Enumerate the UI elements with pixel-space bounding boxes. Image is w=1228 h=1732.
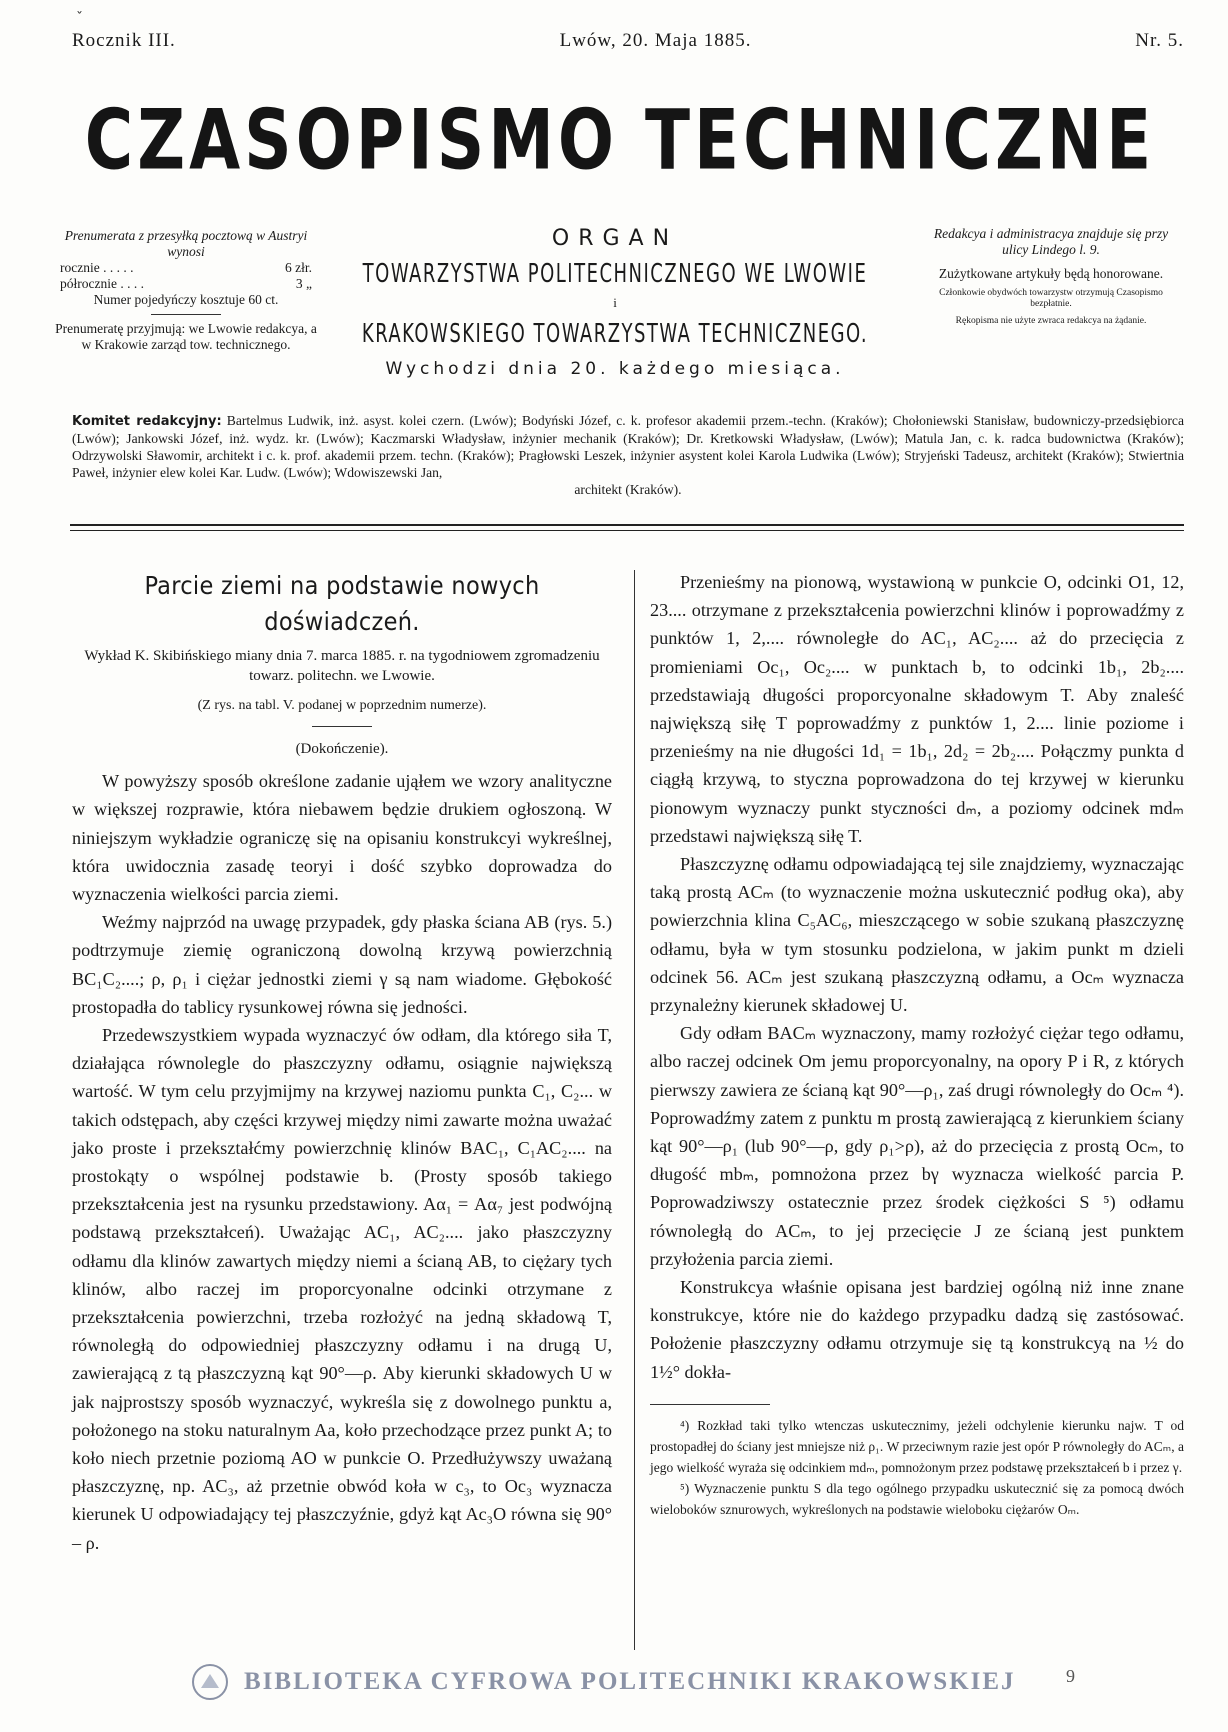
footnote: ⁴) Rozkład taki tylko wtenczas uskutecznimy, jeżeli odchylenie kierunku najw. T od prostopadłej do ściany jest mniejsze niż ρ₁. W przeciwnym razie jest opór P równoległy do ACₘ, a jego wielkość wyraża się odcinkiem mdₘ, pomnożonym przez podstawę przekształceń b i przez γ.: [650, 1417, 1184, 1475]
date-place: Lwów, 20. Maja 1885.: [559, 30, 752, 51]
paragraph: Weźmy najprzód na uwagę przypadek, gdy płaska ściana AB (rys. 5.) podtrzymuje ziemię ograniczoną dowolną krzywą powierzchnią BC₁C₂....; ρ, ρ₁ i ciężar jednostki ziemi γ są nam wiadome. Głębokość prostopadła do tablicy rysunkowej równa się jedności.: [72, 912, 612, 1017]
organ-label: ORGAN: [551, 226, 679, 251]
committee-heading: Komitet redakcyjny:: [72, 414, 222, 429]
paragraph: Konstrukcya właśnie opisana jest bardziej ogólną niż inne znane konstrukcye, które nie do każdego przypadku dadzą się zastósować. Położenie płaszczyzny odłamu otrzymuje się tą konstrukcyą na ½ do 1½° dokła-: [650, 1277, 1184, 1382]
organ-box: [330, 226, 900, 379]
subscription-accept: Prenumeratę przyjmują: we Lwowie redakcya, a w Krakowie zarząd tow. technicznego.: [55, 321, 317, 352]
price-label: rocznie . . . . .: [60, 260, 134, 275]
figure-note: (Z rys. na tabl. V. podanej w poprzednim numerze).: [197, 698, 487, 713]
masthead-title: CZASOPISMO TECHNICZNE: [84, 92, 1156, 189]
page-number: 9: [1066, 1666, 1075, 1686]
society-krakow: KRAKOWSKIEGO TOWARZYSTWA TECHNICZNEGO.: [361, 317, 869, 349]
honorarium-note: Zużytkowane artykuły będą honorowane.: [938, 266, 1164, 281]
continuation-label: (Dokończenie).: [295, 741, 389, 757]
single-price: Numer pojedyńczy kosztuje 60 ct.: [93, 292, 279, 307]
library-logo-icon: [190, 1662, 230, 1702]
paragraph: Płaszczyznę odłamu odpowiadającą tej sile znajdziemy, wyznaczając taką prostą ACₘ (to wyznaczenie można uskutecznić podług oka), aby powierzchnia klina C₅AC₆, mieszczącego w sobie szukaną płaszczyznę odłamu, była w tym stosunku podzielona, w jakim punkt m dzieli odcinek 56. ACₘ jest szukaną płaszczyzną odłamu, a Ocₘ wyznacza przynależny kierunek składowej U.: [650, 854, 1184, 1016]
subscription-intro: Prenumerata z przesyłką pocztową w Austryi wynosi: [64, 228, 308, 259]
article-subtitle: Wykład K. Skibińskiego miany dnia 7. marca 1885. r. na tygodniowem zgromadzeniu towarz. politechn. we Lwowie.: [84, 648, 600, 684]
committee-body: Bartelmus Ludwik, inż. asyst. kolei czern. (Lwów); Bodyński Józef, c. k. profesor akademii przem.-techn. (Kraków); Chołoniewski Stanisław, budowniczy-przedsiębiorca (Lwów); Jankowski Józef, inż. wydz. kr. (Lwów); Kaczmarski Władysław, inżynier mechanik (Kraków); Dr. Kretkowski Władysław, (Lwów); Matula Jan, c. k. radca budownictwa (Kraków); Odrzywolski Sławomir, architekt i c. k. prof. akademii przem. techn. (Kraków); Pragłowski Leszek, inżynier asystent kolei Karola Ludwika (Lwów); Stryjeński Tadeusz, architekt (Kraków); Stwiertnia Paweł, inżynier elew kolei Kar. Ludw. (Lwów); Wdowiszewski Jan,: [72, 413, 1184, 480]
footnote-divider: [650, 1404, 770, 1405]
price-value: 3 „: [295, 276, 312, 291]
manuscripts-note: Rękopisma nie użyte zwraca redakcya na żądanie.: [955, 316, 1147, 326]
editorial-box: [920, 226, 1182, 327]
divider: [151, 314, 221, 315]
column-divider: [634, 570, 635, 1650]
editorial-address: Redakcya i administracya znajduje się przy ulicy Lindego l. 9.: [933, 226, 1169, 257]
paragraph: Przenieśmy na pionową, wystawioną w punkcie O, odcinki O1, 12, 23.... otrzymane z przekształcenia powierzchni klinów i poprowadźmy z punktów 1, 2,.... równoległe do AC₁, AC₂.... aż do przecięcia z promieniami Oc₁, Oc₂.... w punktach b, to odcinki 1b₁, 2b₂.... przedstawiają długości proporcyonalne składowym T. Aby znaleść największą siłę T poprowadźmy z punktów 1, 2.... linie poziome i przenieśmy na nie długości 1d₁ = 1b₁, 2d₂ = 2b₂.... Połączmy punkta d ciągłą krzywą, to styczna poprowadzona do tej krzywej w kierunku pionowym wyznaczy punkt styczności dₘ, a poziomy odcinek mdₘ przedstawi największą siłę T.: [650, 572, 1184, 846]
price-row-half: [52, 276, 320, 292]
price-row-yearly: [52, 260, 320, 276]
paragraph: Przedewszystkiem wypada wyznaczyć ów odłam, dla którego siła T, działająca równolegle do płaszczyzny odłamu, osiągnie największą wartość. W tym celu przyjmijmy na krzywej naziomu punkta C₁, C₂... w takich odstępach, aby części krzywej między nimi zawarte można uważać jako proste i przekształćmy powierzchnię klinów BAC₁, C₁AC₂.... na prostokąty o wspólnej podstawie b. (Prosty sposób takiego przekształcenia jest na rysunku przedstawiony. Aα₁ = Aα₇ jest podwójną podstawą przekształceń). Uważając AC₁, AC₂.... jako płaszczyzny odłamu dla klinów zawartych między niemi a ścianą AB, to ciężary tych klinów, albo raczej im proporcyonalne odcinki otrzymane z przekształcenia powierzchni, trzeba rozłożyć na jedną składową T, równoległą do odpowiedniej płaszczyzny odłamu i na drugą U, zawierającą z tą płaszczyzną kąt 90°—ρ. Aby kierunki składowych U w jak najprostszy sposób wyznaczyć, wykreśla się z dowolnego punktu a, położonego na stoku naturalnym Aa, koło przechodzące przez punkt A; to koło niech przetnie poziomą AO w punkcie O. Przedłużywszy uważaną płaszczyznę, np. AC₃, aż przetnie obwód koła w c₃, to Oc₃ wyznacza kierunek U odpowiadający tej płaszczyźnie, gdyż kąt Ac₃O równa się 90° – ρ.: [72, 1025, 612, 1553]
members-note: Członkowie obydwóch towarzystw otrzymują Czasopismo bezpłatnie.: [939, 288, 1163, 309]
article-column-right: [650, 568, 1184, 1520]
subscription-box: [52, 228, 320, 353]
tick-mark: ˇ: [76, 10, 83, 26]
paragraph: Gdy odłam BACₘ wyznaczony, mamy rozłożyć ciężar tego odłamu, albo raczej odcinek Om jemu proporcyonalny, na opory P i R, z których pierwszy zawiera ze ścianą kąt 90°—ρ₁, zaś drugi równoległy do Ocₘ ⁴). Poprowadźmy zatem z punktu m prostą zawierającą z kierunkiem ściany kąt 90°—ρ₁ (lub 90°—ρ, gdy ρ₁>ρ), aż do przecięcia z prostą Ocₘ, to długość mbₘ, pomnożona przez bγ wyznacza wielkość parcia P. Poprowadziwszy ostatecznie przez środek ciężkości S ⁵) odłamu równoległą do ACₘ, to jej przecięcie J ze ścianą jest punktem przyłożenia parcia ziemi.: [650, 1023, 1184, 1269]
conjunction: i: [613, 295, 617, 310]
price-value: 6 złr.: [285, 260, 312, 275]
divider: [70, 530, 1184, 531]
header-line: [72, 30, 1184, 60]
footnote: ⁵) Wyznaczenie punktu S dla tego ogólnego przypadku uskutecznić się za pomocą dwóch wieloboków sznurowych, wykreślonych na podstawie wieloboku ciężarów Oₘ.: [650, 1480, 1184, 1517]
divider: [312, 726, 372, 727]
committee-last: architekt (Kraków).: [574, 482, 682, 497]
society-lwow: TOWARZYSTWA POLITECHNICZNEGO WE LWOWIE: [362, 257, 868, 289]
watermark-text: BIBLIOTEKA CYFROWA POLITECHNIKI KRAKOWSKIEJ: [244, 1668, 1016, 1695]
publication-frequency: Wychodzi dnia 20. każdego miesiąca.: [385, 359, 845, 379]
price-label: półrocznie . . . .: [60, 276, 144, 291]
library-watermark: [190, 1660, 1090, 1704]
issue-number: Nr. 5.: [1135, 30, 1184, 51]
paragraph: W powyższy sposób określone zadanie ująłem we wzory analityczne w większej rozprawie, która niebawem będzie drukiem ogłoszoną. W niniejszym wykładzie ograniczę się na opisaniu konstrukcyi wykreślnej, która uwidocznia zasadę teoryi i dość szybko doprowadza do wyznaczenia wielkości parcia ziemi.: [72, 771, 612, 905]
editorial-committee: [72, 412, 1184, 498]
volume-label: Rocznik III.: [72, 30, 176, 51]
divider: [70, 524, 1184, 526]
article-title: Parcie ziemi na podstawie nowych doświadczeń.: [144, 571, 540, 636]
article-column-left: [72, 568, 612, 1557]
